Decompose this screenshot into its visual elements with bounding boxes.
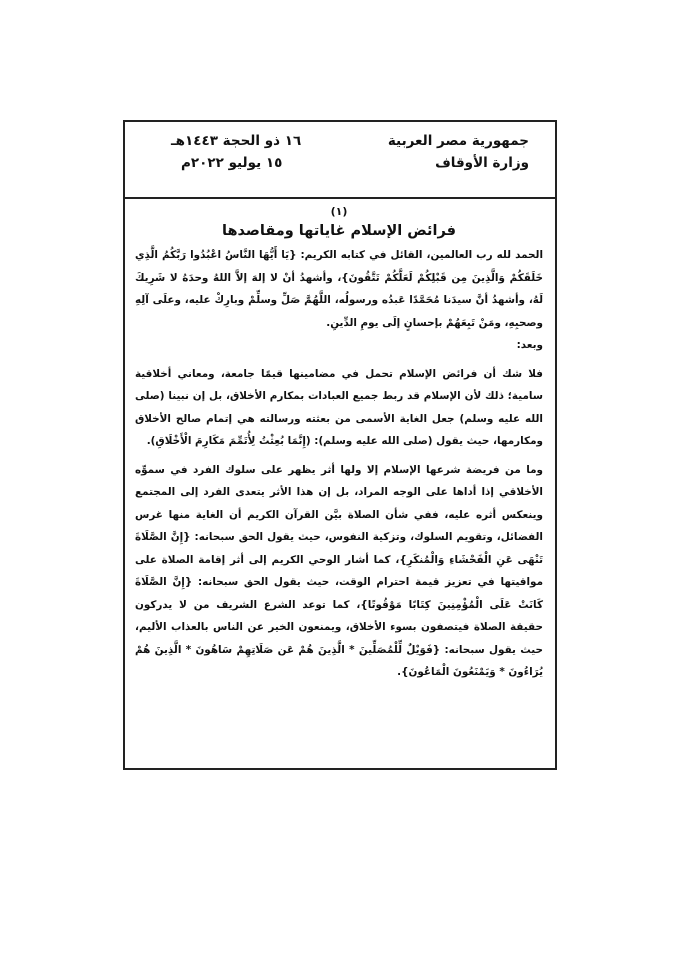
- document-body: [135, 204, 543, 684]
- paragraph-transition: وبعد:: [516, 339, 543, 351]
- document-frame: [123, 120, 557, 770]
- paragraph-body-1: فلا شك أن فرائض الإسلام تحمل في مضامينها قيمًا جامعة، ومعاني أخلاقية سامية؛ ذلك لأن الإسلام قد ربط جميع العبادات بمكارم الأخلاق، بل إن نبينا (صلى الله عليه وسلم) جعل الغاية الأسمى من بعثته ورسالته هي إتمام صالح الأخلاق ومكارمها، حيث يقول (صلى الله عليه وسلم): (إِنَّمَا بُعِثْتُ لِأُتَمِّمَ مَكَارِمَ الْأَخْلَاقِ).: [135, 367, 543, 447]
- sermon-title: فرائض الإسلام غاياتها ومقاصدها: [222, 223, 456, 239]
- country-name: جمهورية مصر العربية: [387, 133, 529, 149]
- paragraph-opening: الحمد لله رب العالمين، القائل في كتابه الكريم: {يَا أَيُّهَا النَّاسُ اعْبُدُوا رَبَّكُمُ الَّذِي خَلَقَكُمْ وَالَّذِينَ مِن قَبْلِكُمْ لَعَلَّكُمْ تَتَّقُونَ}، وأشهدُ أنْ لا إلهَ إلاَّ اللهُ وحدَهُ لا شَرِيكَ لَهُ، وأشهدُ أنَّ سيدَنا مُحَمَّدًا عَبدُه ورسولُه، اللَّهُمَّ صَلِّ وسلِّمْ وبارِكْ عليه، وعلَى آلِهِ وصحبِهِ، ومَنْ تَبِعَهُمْ بإحسانٍ إلَى يومِ الدِّينِ.: [135, 249, 543, 329]
- ministry-name: وزارة الأوقاف: [435, 155, 529, 171]
- sermon-number: (١): [330, 205, 348, 218]
- paragraph-body-2: وما من فريضة شرعها الإسلام إلا ولها أثر يظهر على سلوك الفرد في سموِّه الأخلاقي إذا أداها على الوجه المراد، بل إن هذا الأثر يتعدى الفرد إلى المجتمع وينعكس أثره عليه، ففي شأن الصلاة بيَّن القرآن الكريم أن الغاية منها غرس الفضائل، وتقويم السلوك، وتزكية النفوس، حيث يقول الحق سبحانه: {إِنَّ الصَّلَاةَ تَنْهَى عَنِ الْفَحْشَاءِ وَالْمُنكَرِ}، كما أشار الوحي الكريم إلى أثر إقامة الصلاة على مواقيتها في تعزيز قيمة احترام الوقت، حيث يقول الحق سبحانه: {إِنَّ الصَّلَاةَ كَانَتْ عَلَى الْمُؤْمِنِينَ كِتَابًا مَوْقُوتًا}، كما توعد الشرع الشريف من لا يدركون حقيقة الصلاة فيتصفون بسوء الأخلاق، ويمنعون الخير عن الناس بالعذاب الأليم، حيث يقول سبحانه: {فَوَيْلٌ لِّلْمُصَلِّينَ * الَّذِينَ هُمْ عَن صَلَاتِهِمْ سَاهُونَ * الَّذِينَ هُمْ يُرَاءُونَ * وَيَمْنَعُونَ الْمَاعُونَ}.: [135, 463, 543, 678]
- document-header: [125, 122, 555, 199]
- hijri-date: ١٦ ذو الحجة ١٤٤٣هـ: [171, 133, 302, 149]
- gregorian-date: ١٥ يوليو ٢٠٢٢م: [181, 155, 283, 171]
